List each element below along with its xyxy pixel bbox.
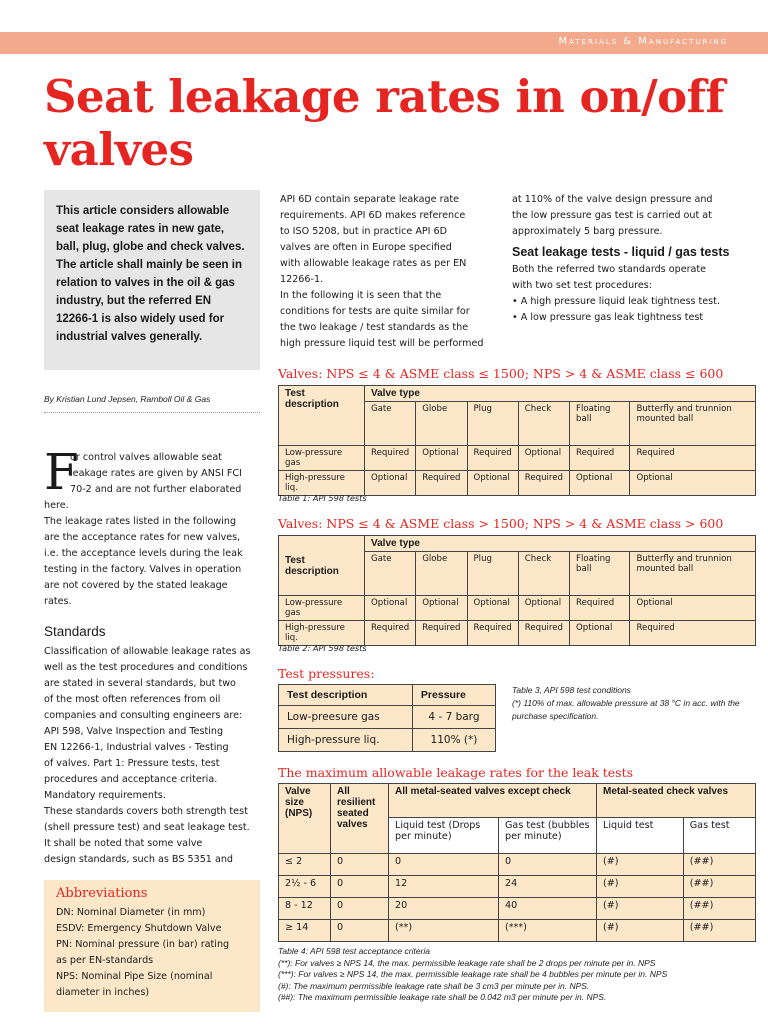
table2-type: Plug [467,552,518,596]
text-line: valves are often in Europe specified [280,242,452,253]
byline-divider [44,412,260,413]
table3-heading: Test pressures: [278,666,375,681]
table1-cell: Optional [365,471,416,496]
table4-note: (##): The maximum permissible leakage rate shall be 0.042 m3 per minute per in. NPS. [278,992,607,1002]
table4-cell: 0 [331,898,389,920]
table4-cell: (##) [683,898,755,920]
table3-header: Test description [279,685,413,706]
table4-cell: (**) [389,920,499,942]
abbreviation-line: ESDV: Emergency Shutdown Valve [56,923,222,934]
table4-note: (#): The maximum permissible leakage rate shall be 3 cm3 per minute per in. NPS. [278,980,590,991]
text-line: 12266-1. [280,274,324,285]
table4-cell: 0 [331,920,389,942]
abbreviations-box [44,880,260,1012]
text-line: testing in the factory. Valves in operation [44,564,242,575]
intro-text: This article considers allowable seat leakage rates in new gate, ball, plug, globe and check valves. The article shall mainly be seen in relation to valves in the oil & gas industry, but the referred EN 12266-1 is also widely used for industrial valves generally. [56,205,245,343]
table3-note: (*) 110% of max. allowable pressure at 38 °C in acc. with the purchase specification. [512,698,740,721]
standards-paragraph [44,644,264,868]
text-line: the two leakage / test standards as the [280,322,469,333]
text-line: to ISO 5208, but in practice API 6D [280,226,448,237]
table1-cell: Optional [570,471,630,496]
text-line: of the most often references from oil [44,694,221,705]
text-line: The leakage rates listed in the following [44,516,237,527]
text-line: high pressure liquid test will be performed [280,338,484,349]
table2-header-test: Test description [279,536,365,596]
text-line: or control valves allowable seat [70,452,223,463]
byline: By Kristian Lund Jepsen, Ramboll Oil & Gas [44,394,211,404]
table4 [278,783,756,942]
table1-header-valve-type: Valve type [365,386,756,402]
text-line: the low pressure gas test is carried out at [512,210,712,221]
table4-cell: 20 [389,898,499,920]
table4-cell: 40 [499,898,597,920]
table1-cell: Required [416,471,467,496]
table4-cell: (#) [597,898,684,920]
table2-cell: Optional [416,596,467,621]
table2-row-label: Low-pressure gas [279,596,365,621]
table4-cell: 8 - 12 [279,898,331,920]
table1-type: Plug [467,402,518,446]
abbreviation-line: PN: Nominal pressure (in bar) rating [56,939,230,950]
table4-cell: 2½ - 6 [279,876,331,898]
table4-cell: (##) [683,876,755,898]
table2-type: Butterfly and trunnion mounted ball [630,552,756,596]
text-line: here. [44,500,69,511]
table1-row-label: Low-pressure gas [279,446,365,471]
table1-cell: Required [518,471,569,496]
table1-type: Globe [416,402,467,446]
text-line: These standards covers both strength test [44,806,248,817]
table2-type: Check [518,552,569,596]
table1-type: Butterfly and trunnion mounted ball [630,402,756,446]
table2-cell: Required [365,621,416,646]
table4-cell: ≥ 14 [279,920,331,942]
table4-cell: 24 [499,876,597,898]
table1-cell: Required [467,446,518,471]
table1-cell: Required [570,446,630,471]
table2-type: Gate [365,552,416,596]
table4-cell: ≤ 2 [279,854,331,876]
section-label: Materials & Manufacturing [558,36,728,47]
table2-header-valve-type: Valve type [365,536,756,552]
table4-subheader: Liquid test [597,818,684,854]
text-line: Mandatory requirements. [44,790,166,801]
text-line: with two set test procedures: [512,280,653,291]
article-title: Seat leakage rates in on/off valves [44,70,725,176]
text-line: Both the referred two standards operate [512,264,707,275]
intro-box [44,190,260,370]
table4-cell: (#) [597,920,684,942]
table3-caption: Table 3, API 598 test conditions [512,685,631,695]
table2-row-label: High-pressure liq. [279,621,365,646]
table2-cell: Required [570,596,630,621]
table2-cell: Optional [365,596,416,621]
table4-cell: (#) [597,854,684,876]
text-line: (shell pressure test) and seat leakage test. [44,822,250,833]
abbreviations-heading: Abbreviations [56,886,148,901]
table4-cell: 0 [331,854,389,876]
table1-row-label: High-pressure liq. [279,471,365,496]
text-line: conditions for tests are quite similar for [280,306,470,317]
table4-cell: 12 [389,876,499,898]
text-line: EN 12266-1, Industrial valves - Testing [44,742,229,753]
table1-type: Gate [365,402,416,446]
table1-type: Check [518,402,569,446]
table4-caption: Table 4: API 598 test acceptance criteria [278,946,430,956]
table2-cell: Required [518,621,569,646]
abbreviation-line: DN: Nominal Diameter (in mm) [56,907,206,918]
text-line: i.e. the acceptance levels during the leak [44,548,243,559]
abbreviation-line: as per EN-standards [56,955,154,966]
table1-cell: Optional [518,446,569,471]
text-line: • A low pressure gas leak tightness test [512,312,704,323]
table2 [278,535,756,646]
text-line: API 598, Valve Inspection and Testing [44,726,224,737]
table4-cell: (##) [683,854,755,876]
text-line: Classification of allowable leakage rates as [44,646,251,657]
table4-note: (***): For valves ≥ NPS 14, the max. permissible leakage rate shall be 4 bubbles per minute per in. NPS [278,969,668,979]
text-line: well as the test procedures and conditions [44,662,248,673]
table2-cell: Optional [467,596,518,621]
table4-cell: 0 [389,854,499,876]
table2-cell: Optional [570,621,630,646]
table4-cell: 0 [331,876,389,898]
text-line: are not covered by the stated leakage [44,580,228,591]
table4-header-size: Valve size (NPS) [279,784,331,854]
table2-cell: Required [416,621,467,646]
text-line: 70-2 and are not further elaborated [70,484,242,495]
table3-cell: High-pressure liq. [279,729,413,752]
text-line: design standards, such as BS 5351 and [44,854,234,865]
table4-cell: 0 [499,854,597,876]
table3-cell: 110% (*) [412,729,495,752]
intro-paragraph [44,443,260,610]
standards-heading: Standards [44,624,106,639]
table4-subheader: Gas test [683,818,755,854]
drop-cap: F [44,443,79,501]
table4-heading: The maximum allowable leakage rates for the leak tests [278,765,634,780]
table4-header-metal: All metal-seated valves except check [389,784,597,818]
table1-cell: Optional [416,446,467,471]
table3-cell: Low-preesure gas [279,706,413,729]
table4-cell: (***) [499,920,597,942]
leak-tests-heading: Seat leakage tests - liquid / gas tests [512,245,730,259]
text-line: companies and consulting engineers are: [44,710,243,721]
text-line: at 110% of the valve design pressure and [512,194,713,205]
table1 [278,385,756,496]
column-3-text [512,192,752,326]
text-line: leakage rates are given by ANSI FCI [70,468,242,479]
table3-notes [512,684,757,723]
table1-type: Floating ball [570,402,630,446]
table1-caption: Table 1: API 598 tests [278,493,367,503]
abbreviation-line: NPS: Nominal Pipe Size (nominal [56,971,213,982]
table2-cell: Required [630,621,756,646]
table1-cell: Required [365,446,416,471]
table1-cell: Required [630,446,756,471]
table2-cell: Optional [630,596,756,621]
table2-caption: Table 2: API 598 tests [278,643,367,653]
table4-header-check: Metal-seated check valves [597,784,756,818]
table2-type: Floating ball [570,552,630,596]
text-line: In the following it is seen that the [280,290,442,301]
table2-cell: Optional [518,596,569,621]
table1-header-test: Test description [279,386,365,446]
table4-header-resilient: All resilient seated valves [331,784,389,854]
text-line: • A high pressure liquid leak tightness test. [512,296,720,307]
table4-notes [278,946,758,1004]
table4-subheader: Liquid test (Drops per minute) [389,818,499,854]
abbreviation-line: diameter in inches) [56,987,150,998]
table4-subheader: Gas test (bubbles per minute) [499,818,597,854]
text-line: It shall be noted that some valve [44,838,203,849]
text-line: are the acceptance rates for new valves, [44,532,241,543]
table3-header: Pressure [412,685,495,706]
table2-type: Globe [416,552,467,596]
text-line: API 6D contain separate leakage rate [280,194,460,205]
table4-cell: (#) [597,876,684,898]
table2-cell: Required [467,621,518,646]
table4-cell: (##) [683,920,755,942]
text-line: rates. [44,596,72,607]
text-line: of valves. Part 1: Pressure tests, test [44,758,220,769]
table1-heading: Valves: NPS ≤ 4 & ASME class ≤ 1500; NPS > 4 & ASME class ≤ 600 [278,366,724,381]
text-line: are stated in several standards, but two [44,678,236,689]
text-line: approximately 5 barg pressure. [512,226,663,237]
text-line: requirements. API 6D makes reference [280,210,466,221]
table1-cell: Optional [467,471,518,496]
table3-cell: 4 - 7 barg [412,706,495,729]
section-banner [0,32,768,54]
column-2-text [280,192,492,352]
table4-note: (**): For valves ≥ NPS 14, the max. permissible leakage rate shall be 2 drops per minute per in. NPS [278,957,656,968]
text-line: procedures and acceptance criteria. [44,774,218,785]
table1-cell: Optional [630,471,756,496]
table3 [278,684,496,752]
table2-heading: Valves: NPS ≤ 4 & ASME class > 1500; NPS > 4 & ASME class > 600 [278,516,724,531]
text-line: with allowable leakage rates as per EN [280,258,467,269]
